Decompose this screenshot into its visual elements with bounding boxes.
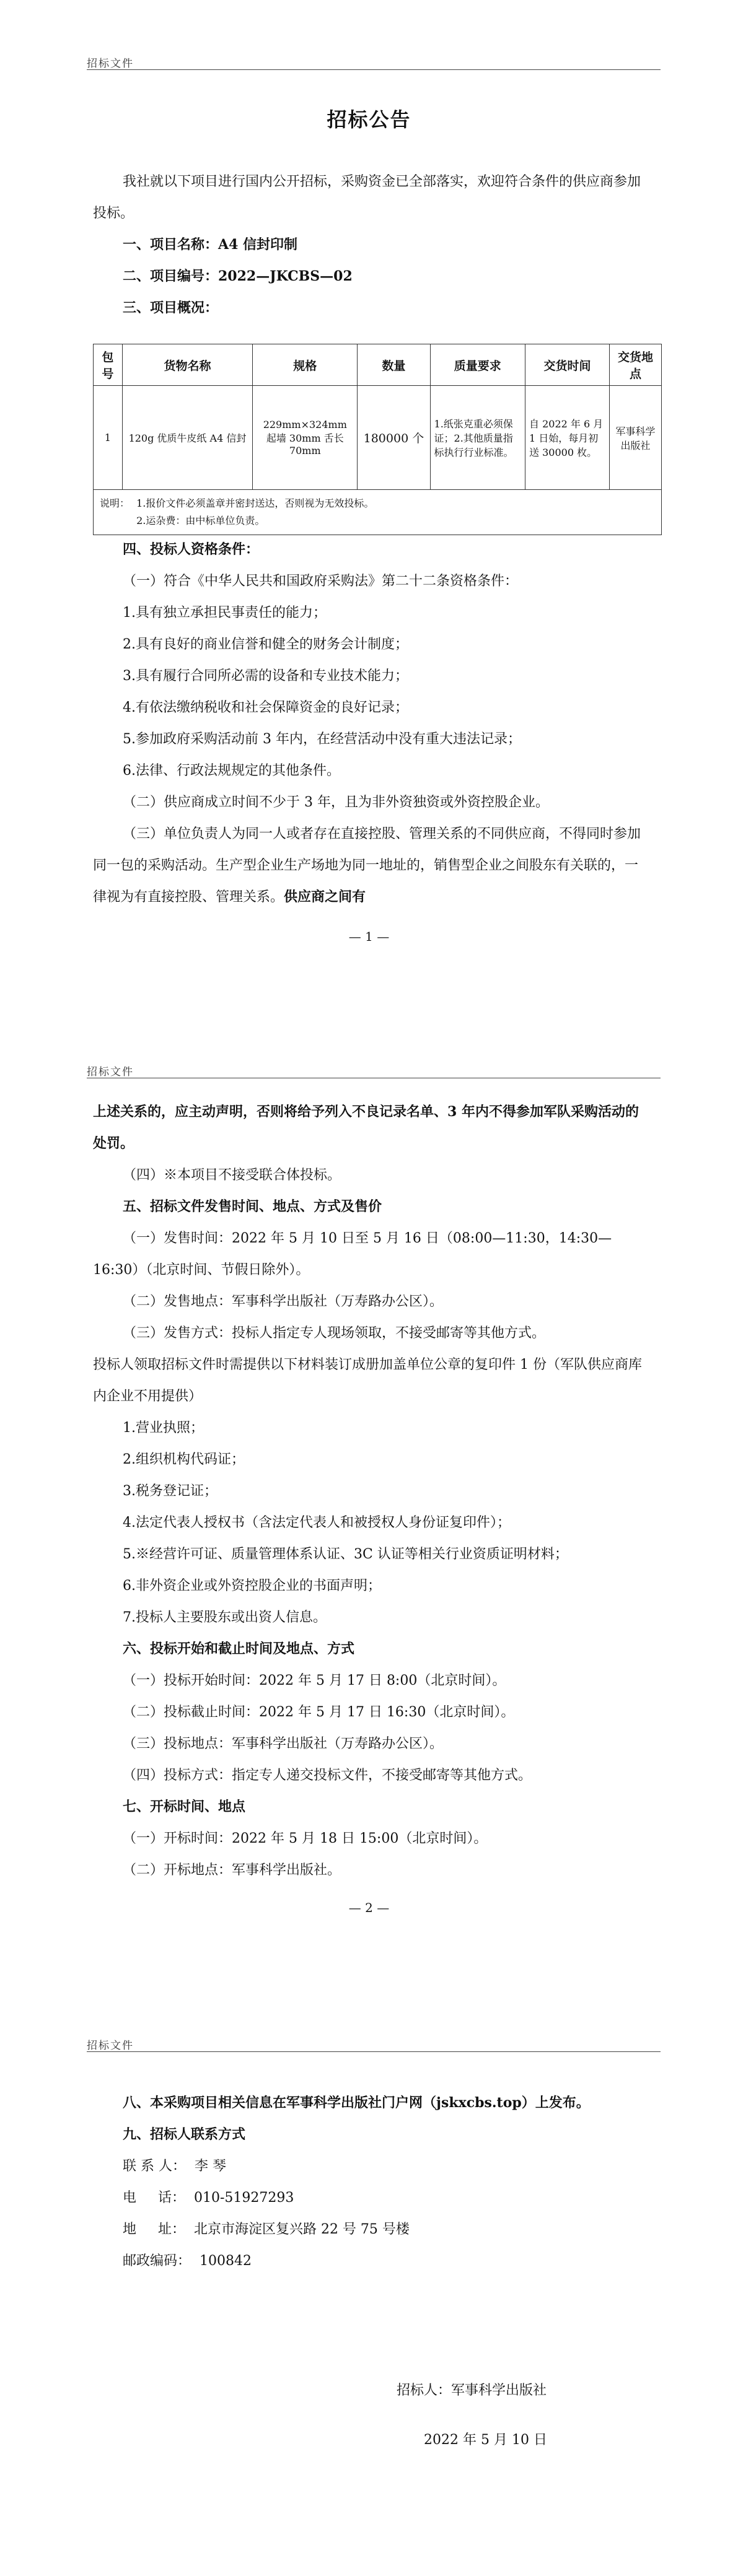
page-title: 招标公告 [327, 108, 411, 131]
qualification-1-item: 4.有依法缴纳税收和社会保障资金的良好记录； [123, 700, 408, 715]
signer: 招标人：军事科学出版社 [397, 2383, 547, 2398]
section-6-heading: 六、投标开始和截止时间及地点、方式 [123, 1641, 355, 1657]
col-header-time: 交货时间 [525, 344, 610, 386]
bid-item: （三）投标地点：军事科学出版社（万寿路办公区）。 [123, 1736, 444, 1752]
col-header-place: 交货地点 [609, 344, 661, 386]
bid-item: （二）投标截止时间：2022 年 5 月 17 日 16:30（北京时间）。 [123, 1705, 515, 1720]
signature-date: 2022 年 5 月 10 日 [424, 2432, 547, 2448]
page-header: 招标文件 [87, 58, 134, 70]
cell-package: 1 [94, 386, 123, 490]
table-note-row [94, 490, 662, 535]
section-5-heading: 五、招标文件发售时间、地点、方式及售价 [123, 1198, 382, 1215]
col-header-qty: 数量 [358, 344, 430, 386]
qualification-2: （二）供应商成立时间不少于 3 年，且为非外资独资或外资控股企业。 [123, 795, 549, 810]
cell-place: 军事科学出版社 [609, 386, 661, 490]
bid-item: （四）投标方式：指定专人递交投标文件，不接受邮寄等其他方式。 [123, 1768, 532, 1783]
qualification-1-item: 6.法律、行政法规规定的其他条件。 [123, 763, 340, 779]
qualification-1: （一）符合《中华人民共和国政府采购法》第二十二条资格条件： [123, 574, 519, 589]
section-3-heading: 三、项目概况： [123, 300, 219, 316]
project-table [93, 344, 662, 535]
material-item: 3.税务登记证； [123, 1483, 217, 1499]
page-number-2: — 2 — [348, 1900, 390, 1915]
page-1 [0, 0, 738, 1003]
sale-method: （三）发售方式：投标人指定专人现场领取，不接受邮寄等其他方式。 [123, 1325, 546, 1341]
table-note [94, 490, 662, 535]
qualification-1-item: 2.具有良好的商业信誉和健全的财务会计制度； [123, 637, 408, 652]
col-header-name: 货物名称 [122, 344, 253, 386]
opening-item: （一）开标时间：2022 年 5 月 18 日 15:00（北京时间）。 [123, 1831, 488, 1846]
section-2-heading: 二、项目编号：2022—JKCBS—02 [123, 268, 353, 284]
section-8-heading: 八、本采购项目相关信息在军事科学出版社门户网（jskxcbs.top）上发布。 [123, 2095, 590, 2111]
material-item: 5.※经营许可证、质量管理体系认证、3C 认证等相关行业资质证明材料； [123, 1547, 568, 1562]
page-header: 招标文件 [87, 1066, 134, 1078]
material-item: 4.法定代表人授权书（含法定代表人和被授权人身份证复印件）； [123, 1515, 511, 1530]
cell-quality: 1.纸张克重必须保证；2.其他质量指标执行行业标准。 [430, 386, 525, 490]
qualification-3-bold: 供应商之间有 [284, 889, 366, 905]
opening-item: （二）开标地点：军事科学出版社。 [123, 1862, 341, 1878]
sale-materials: 投标人领取招标文件时需提供以下材料装订成册加盖单位公章的复印件 1 份（军队供应商库内企业不用提供） [93, 1357, 642, 1404]
continued-paragraph: 上述关系的，应主动声明，否则将给予列入不良记录名单、3 年内不得参加军队采购活动的处罚。 [93, 1104, 639, 1151]
material-item: 1.营业执照； [123, 1420, 204, 1436]
qualification-4: （四）※本项目不接受联合体投标。 [123, 1168, 341, 1183]
sale-place: （二）发售地点：军事科学出版社（万寿路办公区）。 [123, 1294, 444, 1309]
page-3 [0, 1983, 738, 2576]
section-4-heading: 四、投标人资格条件： [123, 541, 260, 557]
intro-paragraph: 我社就以下项目进行国内公开招标，采购资金已全部落实，欢迎符合条件的供应商参加投标。 [93, 174, 641, 221]
contact-postcode: 邮政编码： 100842 [123, 2253, 252, 2269]
material-item: 6.非外资企业或外资控股企业的书面声明； [123, 1578, 381, 1594]
note-2: 2.运杂费：由中标单位负责。 [136, 515, 265, 526]
cell-spec: 229mm×324mm 起墙 30mm 舌长 70mm [253, 386, 358, 490]
qualification-3 [93, 818, 651, 913]
header-rule [87, 69, 661, 70]
col-header-spec: 规格 [253, 344, 358, 386]
qualification-1-item: 1.具有独立承担民事责任的能力； [123, 605, 327, 621]
page-2 [0, 1003, 738, 1983]
material-item: 2.组织机构代码证； [123, 1452, 245, 1467]
section-1-heading: 一、项目名称：A4 信封印制 [123, 237, 298, 253]
page-header: 招标文件 [87, 2040, 134, 2052]
page-number-1: — 1 — [348, 929, 390, 944]
cell-time: 自 2022 年 6 月 1 日始，每月初送 30000 枚。 [525, 386, 610, 490]
cell-qty: 180000 个 [358, 386, 430, 490]
col-header-quality: 质量要求 [430, 344, 525, 386]
header-rule [87, 2051, 661, 2052]
sale-time: （一）发售时间：2022 年 5 月 10 日至 5 月 16 日（08:00—11:30，14:30—16:30）（北京时间、节假日除外）。 [93, 1231, 612, 1278]
section-7-heading: 七、开标时间、地点 [123, 1799, 246, 1815]
bid-item: （一）投标开始时间：2022 年 5 月 17 日 8:00（北京时间）。 [123, 1673, 506, 1688]
qualification-1-item: 5.参加政府采购活动前 3 年内，在经营活动中没有重大违法记录； [123, 731, 521, 747]
cell-name: 120g 优质牛皮纸 A4 信封 [122, 386, 253, 490]
contact-phone: 电 话： 010-51927293 [123, 2190, 294, 2206]
material-item: 7.投标人主要股东或出资人信息。 [123, 1610, 327, 1625]
note-label: 说明： [100, 497, 130, 509]
contact-address: 地 址： 北京市海淀区复兴路 22 号 75 号楼 [123, 2222, 410, 2237]
qualification-1-item: 3.具有履行合同所必需的设备和专业技术能力； [123, 668, 408, 684]
section-9-heading: 九、招标人联系方式 [123, 2126, 246, 2142]
col-header-package: 包号 [94, 344, 123, 386]
qualification-3-text: （三）单位负责人为同一人或者存在直接控股、管理关系的不同供应商，不得同时参加同一包的采购活动。生产型企业生产场地为同一地址的，销售型企业之间股东有关联的，一律视为有直接控股、管理关系。 [93, 826, 641, 905]
table-header-row [94, 344, 662, 386]
table-row [94, 386, 662, 490]
contact-person: 联 系 人： 李 琴 [123, 2159, 226, 2174]
note-1: 1.报价文件必须盖章并密封送达，否则视为无效投标。 [136, 497, 374, 509]
